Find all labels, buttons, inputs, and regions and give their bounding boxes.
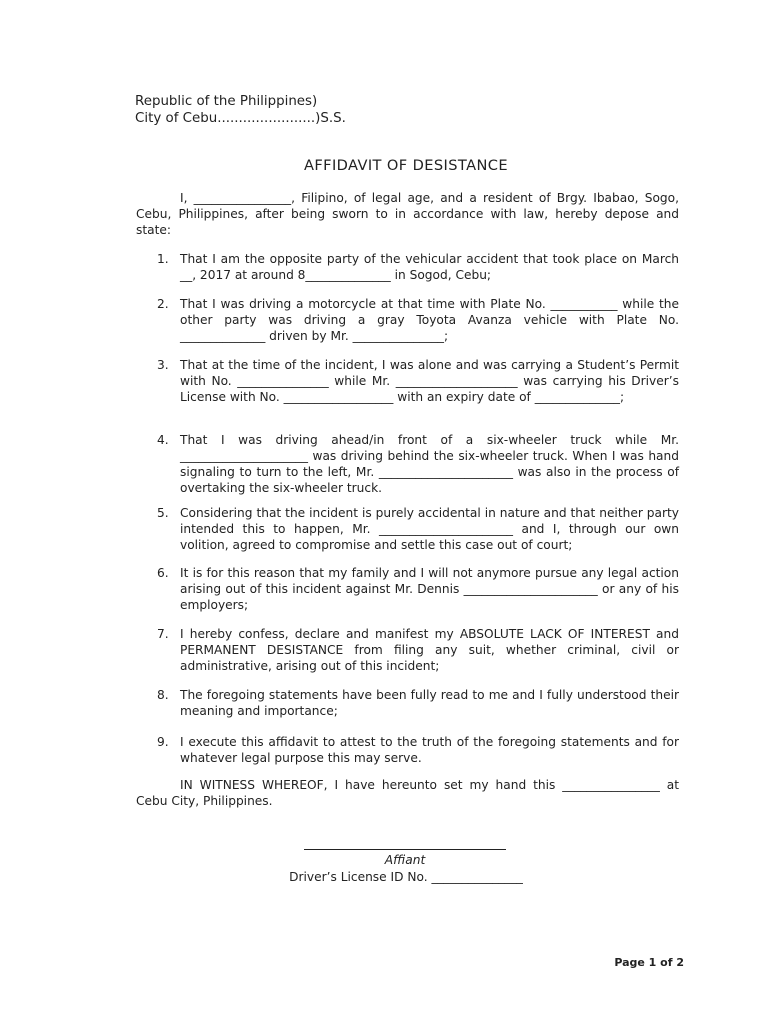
item-number: 2. <box>157 297 169 311</box>
item-number: 9. <box>157 735 169 749</box>
item-number: 3. <box>157 358 169 372</box>
list-item <box>157 565 679 613</box>
item-number: 4. <box>157 433 169 447</box>
signature-line <box>304 849 506 850</box>
item-number: 5. <box>157 506 169 520</box>
list-item <box>157 357 679 405</box>
intro-paragraph: I, ________________, Filipino, of legal age, and a resident of Brgy. Ibabao, Sogo, Cebu, Philippines, after being sworn to in accordance with law, hereby depose and state: <box>136 191 679 237</box>
list-item <box>157 626 679 674</box>
item-text: It is for this reason that my family and I will not anymore pursue any legal action arising out of this incident against Mr. Dennis ______________________ or any of his employers; <box>180 566 679 612</box>
list-item <box>157 687 679 719</box>
item-text: That at the time of the incident, I was alone and was carrying a Student’s Permit with No. _______________ while Mr. ____________________ was carrying his Driver’s License with No. __________________ with an expiry date of ______________; <box>180 358 679 404</box>
item-number: 1. <box>157 252 169 266</box>
list-item <box>157 251 679 283</box>
list-item <box>157 734 679 766</box>
document-title: AFFIDAVIT OF DESISTANCE <box>303 157 509 174</box>
item-number: 8. <box>157 688 169 702</box>
license-id-label: Driver’s License ID No. _______________ <box>289 870 523 884</box>
item-text: I hereby confess, declare and manifest my ABSOLUTE LACK OF INTEREST and PERMANENT DESISTANCE from filing any suit, whether criminal, civil or administrative, arising out of this incident; <box>180 627 679 673</box>
witness-paragraph: IN WITNESS WHEREOF, I have hereunto set my hand this ________________ at Cebu City, Philippines. <box>136 778 679 808</box>
item-text: That I was driving a motorcycle at that time with Plate No. ___________ while the other party was driving a gray Toyota Avanza vehicle with Plate No. ______________ driven by Mr. _______________; <box>180 297 679 343</box>
item-number: 7. <box>157 627 169 641</box>
item-text: I execute this affidavit to attest to the truth of the foregoing statements and for whatever legal purpose this may serve. <box>180 735 679 765</box>
list-item <box>157 432 679 496</box>
list-item <box>157 505 679 553</box>
item-text: The foregoing statements have been fully read to me and I fully understood their meaning and importance; <box>180 688 679 718</box>
item-text: Considering that the incident is purely accidental in nature and that neither party intended this to happen, Mr. ______________________ and I, through our own volition, agreed to compromise and settle this case out of court; <box>180 506 679 552</box>
item-text: That I am the opposite party of the vehicular accident that took place on March __, 2017 at around 8______________ in Sogod, Cebu; <box>180 252 679 282</box>
affiant-label: Affiant <box>384 853 426 867</box>
page-number: Page 1 of 2 <box>614 956 684 969</box>
item-number: 6. <box>157 566 169 580</box>
header-city: City of Cebu.......................)S.S. <box>135 111 346 126</box>
header-republic: Republic of the Philippines) <box>135 94 318 109</box>
item-text: That I was driving ahead/in front of a six-wheeler truck while Mr. _____________________ was driving behind the six-wheeler truck. When I was hand signaling to turn to the left, Mr. ______________________ was also in the process of overtaking the six-wheeler truck. <box>180 433 679 495</box>
list-item <box>157 296 679 344</box>
